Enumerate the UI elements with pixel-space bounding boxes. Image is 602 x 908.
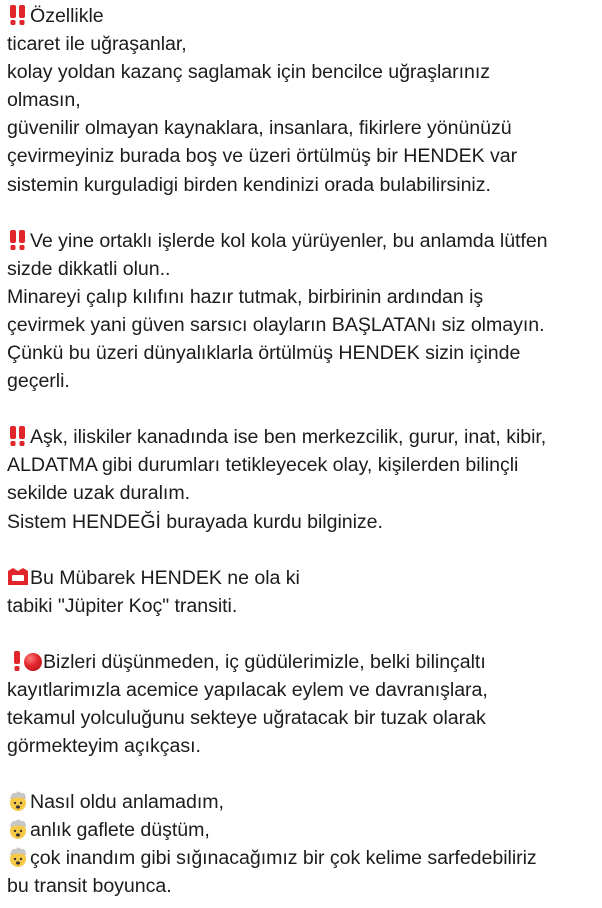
text-line: Sistem HENDEĞİ burayada kurdu bilginize. bbox=[7, 510, 383, 533]
text-line: çevirmeyiniz burada boş ve üzeri örtülmüş bir HENDEK var bbox=[7, 145, 518, 168]
exploding-head-icon bbox=[7, 818, 29, 840]
exclamation-icon bbox=[11, 651, 23, 671]
text-line: olmasın, bbox=[7, 89, 81, 112]
text-line: Nasıl oldu anlamadım, bbox=[7, 788, 594, 816]
text-line: güvenilir olmayan kaynaklara, insanlara, fikirlere yönünüzü bbox=[7, 117, 512, 140]
text-line: sekilde uzak duralım. bbox=[7, 482, 190, 505]
text-line: kolay yoldan kazanç saglamak için bencilce uğraşlarınız bbox=[7, 61, 490, 84]
paragraph-2 bbox=[7, 227, 594, 396]
text-line: tabiki "Jüpiter Koç" transiti. bbox=[7, 594, 238, 617]
double-exclamation-icon bbox=[7, 5, 29, 25]
text-line: Minareyi çalıp kılıfını hazır tutmak, birbirinin ardından iş bbox=[7, 285, 484, 308]
text-line: sistemin kurguladigi birden kendinizi orada bulabilirsiniz. bbox=[7, 173, 491, 196]
paragraph-1 bbox=[7, 2, 594, 199]
text-line: Ve yine ortaklı işlerde kol kola yürüyenler, bu anlamda lütfen bbox=[7, 227, 594, 255]
text-line: çok inandım gibi sığınacağımız bir çok kelime sarfedebiliriz bbox=[7, 844, 594, 872]
text-line: görmekteyim açıkçası. bbox=[7, 735, 201, 758]
text-line: ALDATMA gibi durumları tetikleyecek olay, kişilerden bilinçli bbox=[7, 454, 519, 477]
text-line: Bu Mübarek HENDEK ne ola ki bbox=[7, 564, 594, 592]
text-line: Bizleri düşünmeden, iç güdülerimizle, belki bilinçaltı bbox=[7, 648, 594, 676]
text-line: ticaret ile uğraşanlar, bbox=[7, 33, 187, 56]
text-line: geçerli. bbox=[7, 370, 70, 393]
text-line: sizde dikkatli olun.. bbox=[7, 257, 171, 280]
exploding-head-icon bbox=[7, 790, 29, 812]
exploding-head-icon bbox=[7, 846, 29, 868]
text-line: çevirmek yani güven sarsıcı olayların BAŞLATANı siz olmayın. bbox=[7, 313, 545, 336]
text-line: anlık gaflete düştüm, bbox=[7, 816, 594, 844]
name-badge-icon bbox=[7, 567, 29, 587]
paragraph-4 bbox=[7, 564, 594, 620]
text-line: kayıtlarimızla acemice yapılacak eylem ve davranışlara, bbox=[7, 678, 488, 701]
double-exclamation-icon bbox=[7, 426, 29, 446]
double-exclamation-icon bbox=[7, 230, 29, 250]
text-line: tekamul yolculuğunu sekteye uğratacak bir tuzak olarak bbox=[7, 706, 486, 729]
text-line: Aşk, iliskiler kanadında ise ben merkezcilik, gurur, inat, kibir, bbox=[7, 423, 594, 451]
paragraph-6 bbox=[7, 788, 594, 900]
paragraph-5 bbox=[7, 648, 594, 760]
red-circle-icon bbox=[24, 653, 42, 671]
paragraph-3 bbox=[7, 423, 594, 535]
text-line: Çünkü bu üzeri dünyalıklarla örtülmüş HENDEK sizin içinde bbox=[7, 342, 521, 365]
text-line: bu transit boyunca. bbox=[7, 875, 172, 898]
text-line: Özellikle bbox=[7, 2, 594, 30]
